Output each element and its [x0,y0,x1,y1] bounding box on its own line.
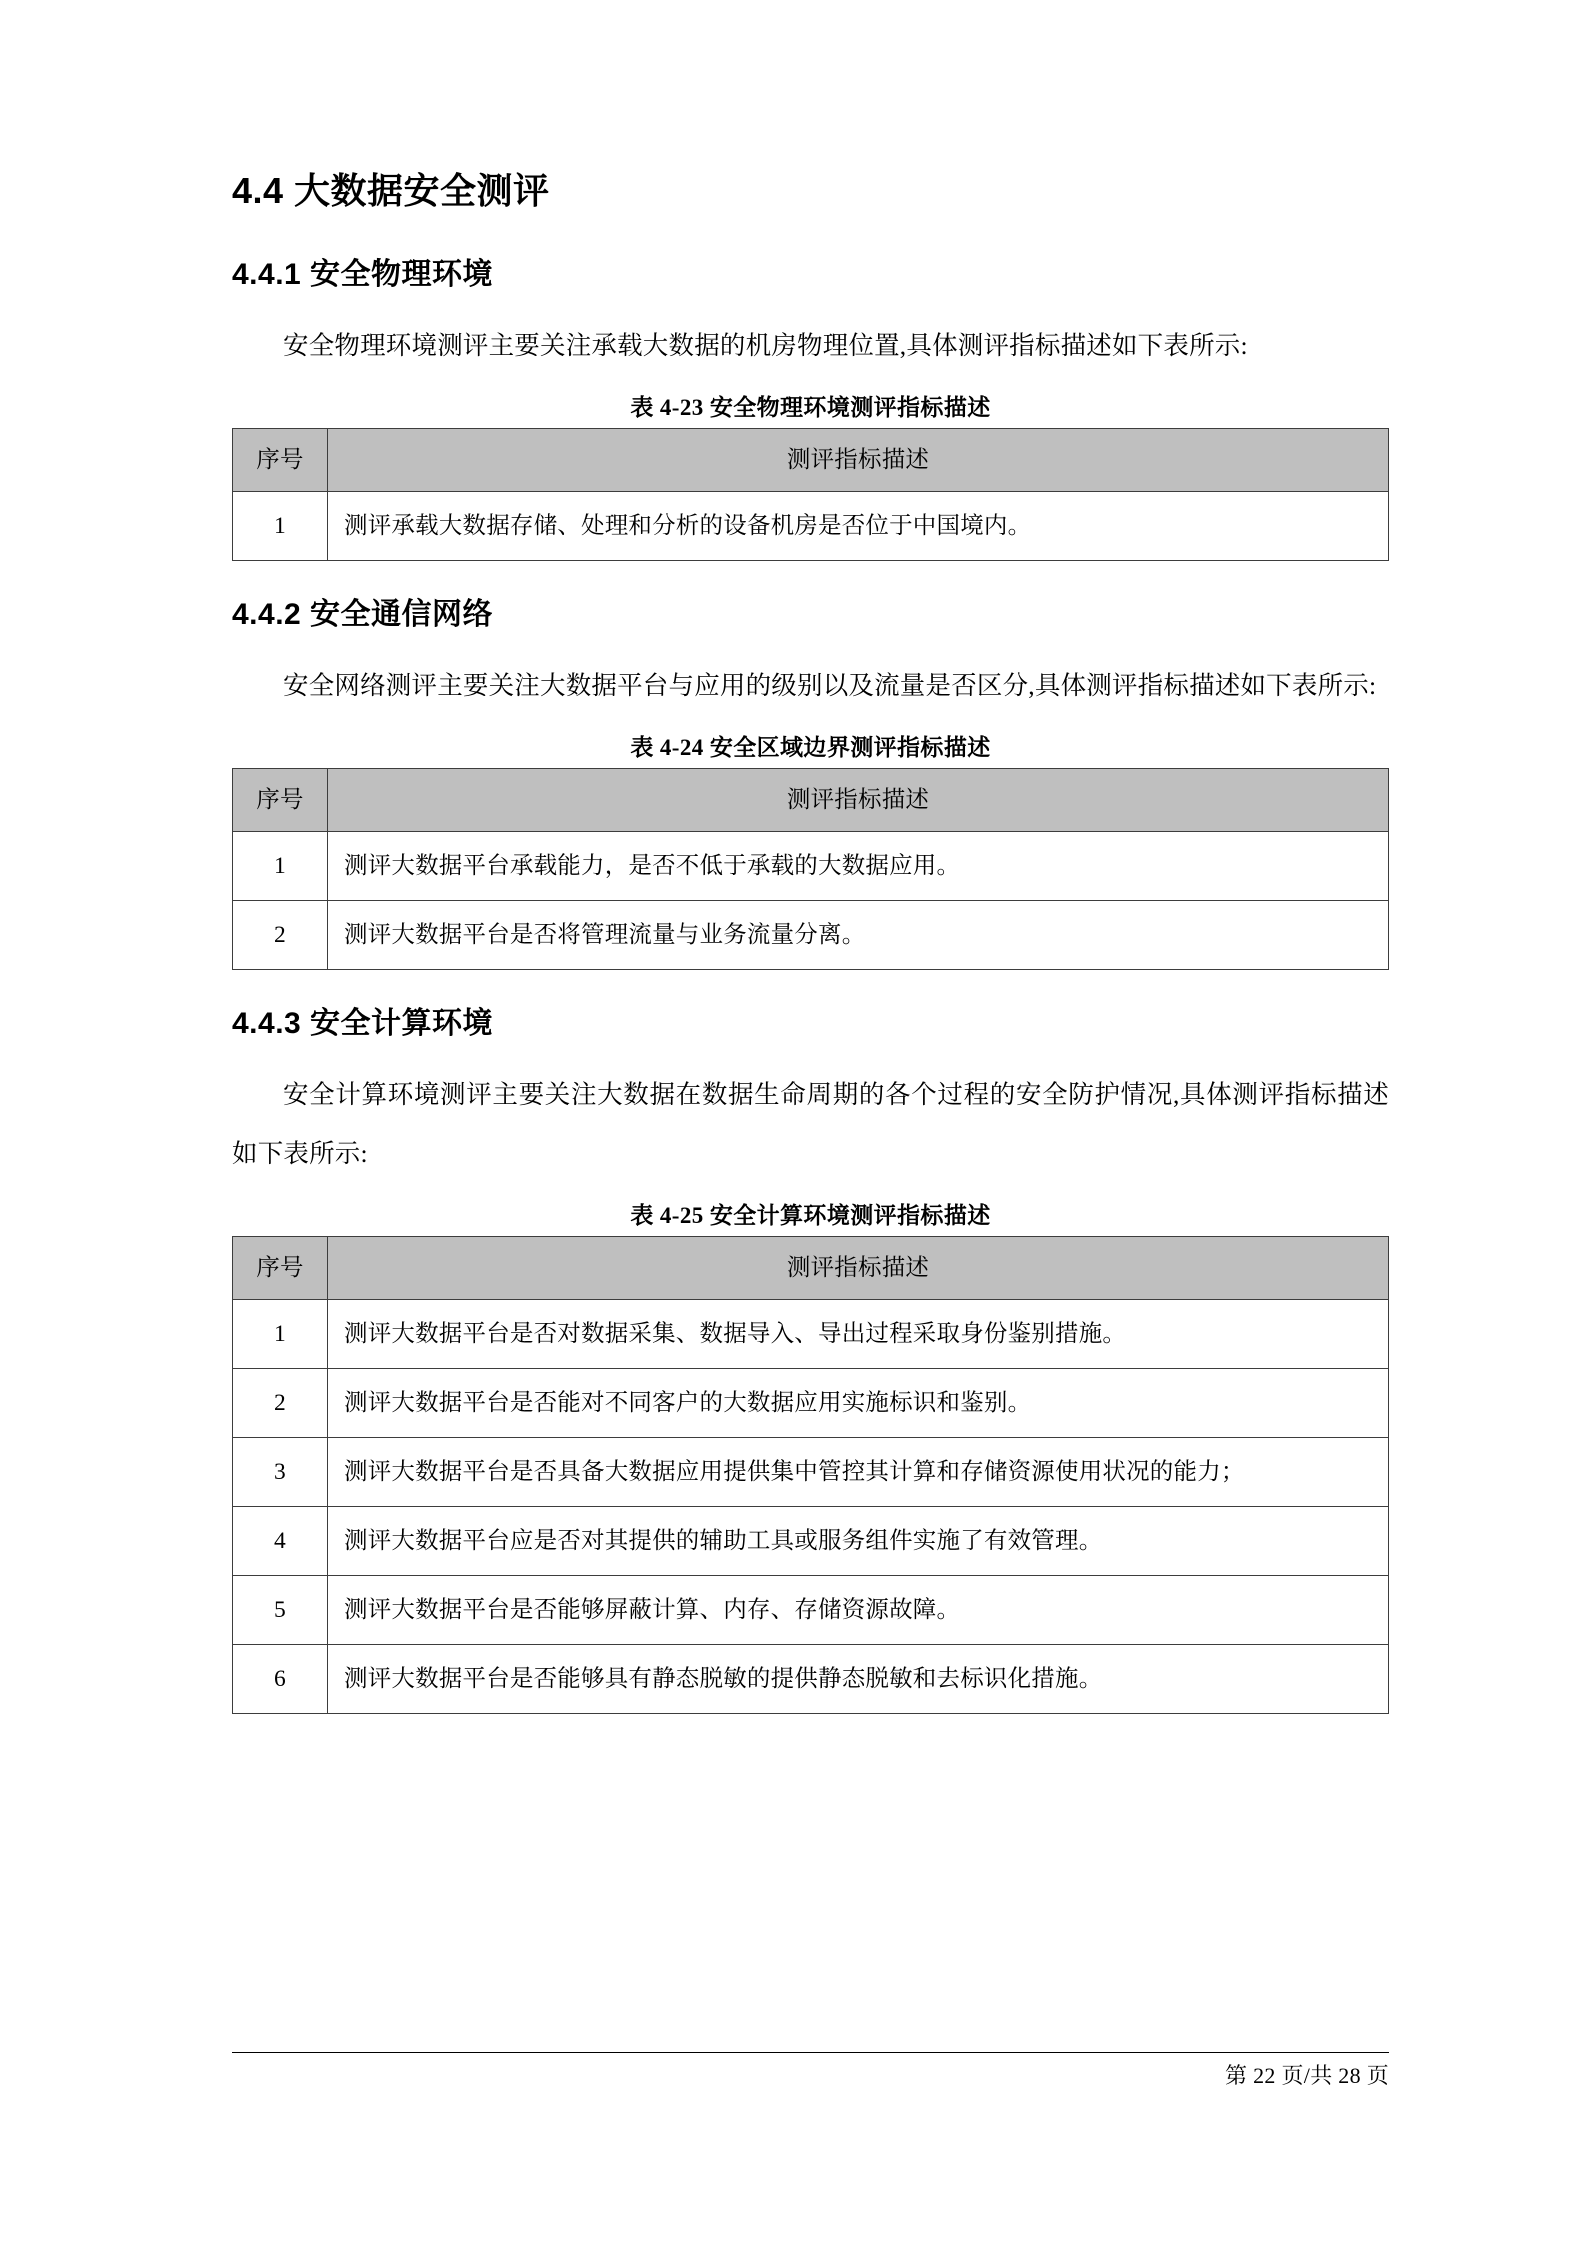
table-row [233,1575,1389,1644]
cell-index: 1 [233,1299,328,1368]
table-4-25 [232,1236,1389,1714]
table-row [233,831,1389,900]
page-title: 4.4 大数据安全测评 [232,170,550,211]
cell-description: 测评大数据平台承载能力，是否不低于承载的大数据应用。 [328,831,1389,900]
cell-description: 测评大数据平台是否具备大数据应用提供集中管控其计算和存储资源使用状况的能力； [328,1437,1389,1506]
section-heading-4-4-3: 4.4.3 安全计算环境 [232,1006,494,1040]
table-row [233,1299,1389,1368]
cell-description: 测评大数据平台是否将管理流量与业务流量分离。 [328,900,1389,969]
table-caption-4-25: 表 4-25 安全计算环境测评指标描述 [630,1202,991,1228]
cell-index: 1 [233,491,328,560]
cell-description: 测评大数据平台是否能对不同客户的大数据应用实施标识和鉴别。 [328,1368,1389,1437]
column-header-index: 序号 [233,768,328,831]
table-header-row [233,1236,1389,1299]
cell-description: 测评承载大数据存储、处理和分析的设备机房是否位于中国境内。 [328,491,1389,560]
section-paragraph-4-4-3: 安全计算环境测评主要关注大数据在数据生命周期的各个过程的安全防护情况,具体测评指标描述如下表所示: [232,1079,1389,1168]
document-content [232,168,1389,1720]
column-header-index: 序号 [233,428,328,491]
cell-description: 测评大数据平台是否对数据采集、数据导入、导出过程采取身份鉴别措施。 [328,1299,1389,1368]
table-header-row [233,428,1389,491]
cell-index: 1 [233,831,328,900]
cell-description: 测评大数据平台应是否对其提供的辅助工具或服务组件实施了有效管理。 [328,1506,1389,1575]
page-footer [232,2052,1389,2090]
table-row [233,1368,1389,1437]
column-header-description: 测评指标描述 [328,768,1389,831]
section-heading-4-4-1: 4.4.1 安全物理环境 [232,257,494,291]
table-caption-4-23: 表 4-23 安全物理环境测评指标描述 [630,394,991,420]
page-number: 第 22 页/共 28 页 [1224,2063,1389,2088]
column-header-description: 测评指标描述 [328,1236,1389,1299]
cell-index: 3 [233,1437,328,1506]
table-header-row [233,768,1389,831]
table-row [233,900,1389,969]
column-header-description: 测评指标描述 [328,428,1389,491]
cell-description: 测评大数据平台是否能够具有静态脱敏的提供静态脱敏和去标识化措施。 [328,1644,1389,1713]
cell-index: 5 [233,1575,328,1644]
cell-index: 6 [233,1644,328,1713]
section-heading-4-4-2: 4.4.2 安全通信网络 [232,597,494,631]
cell-index: 2 [233,1368,328,1437]
table-row [233,491,1389,560]
table-row [233,1644,1389,1713]
table-caption-4-24: 表 4-24 安全区域边界测评指标描述 [630,734,991,760]
cell-index: 2 [233,900,328,969]
table-row [233,1506,1389,1575]
table-4-23 [232,428,1389,561]
column-header-index: 序号 [233,1236,328,1299]
section-paragraph-4-4-2: 安全网络测评主要关注大数据平台与应用的级别以及流量是否区分,具体测评指标描述如下表所示: [283,670,1377,700]
cell-description: 测评大数据平台是否能够屏蔽计算、内存、存储资源故障。 [328,1575,1389,1644]
footer-divider [232,2052,1389,2053]
table-4-24 [232,768,1389,970]
cell-index: 4 [233,1506,328,1575]
table-row [233,1437,1389,1506]
section-paragraph-4-4-1: 安全物理环境测评主要关注承载大数据的机房物理位置,具体测评指标描述如下表所示: [283,330,1248,360]
